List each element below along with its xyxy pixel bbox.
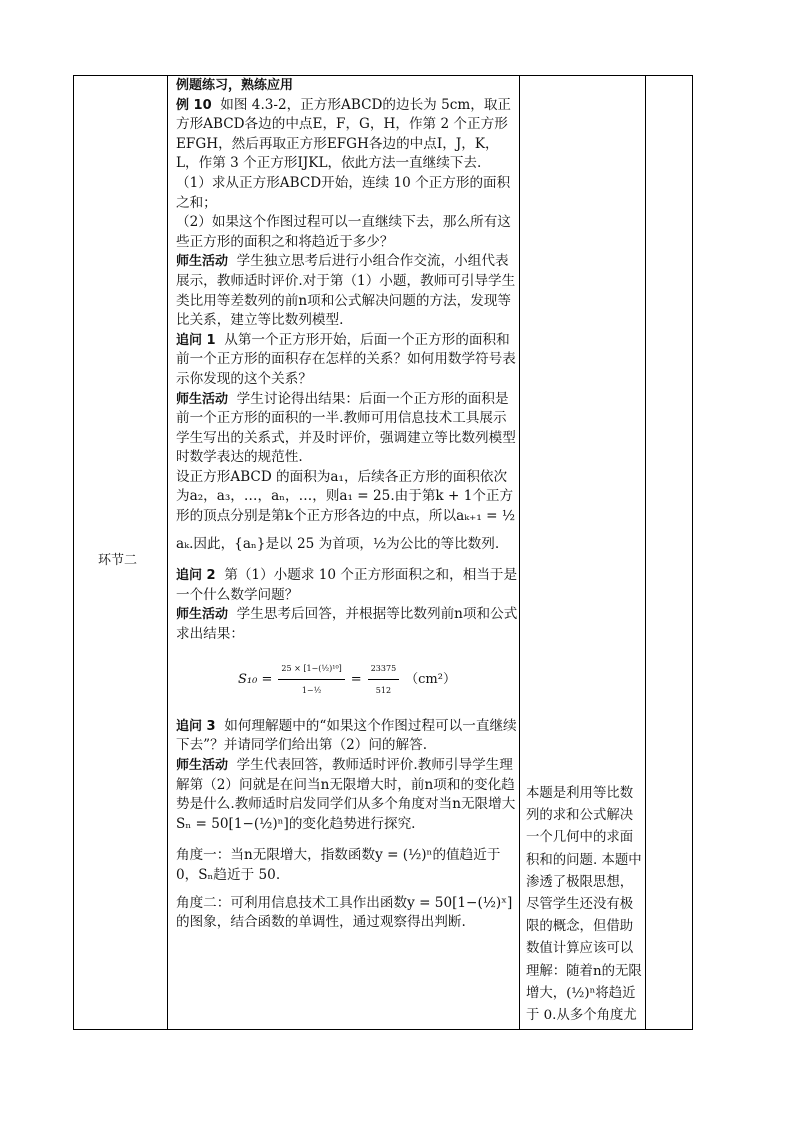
followup-text: 从第一个正方形开始，后面一个正方形的面积和前一个正方形的面积存在怎样的关系？如何用数学符号表示你发现的这个关系？ bbox=[176, 331, 516, 387]
column-divider bbox=[519, 76, 520, 1029]
column-divider bbox=[645, 76, 646, 1029]
example-paragraph bbox=[176, 96, 518, 174]
activity-paragraph bbox=[176, 756, 518, 834]
formula-lhs: S₁₀ = bbox=[238, 671, 273, 687]
followup-paragraph bbox=[176, 566, 518, 605]
activity-paragraph bbox=[176, 252, 518, 330]
followup-text: 第（1）小题求 10 个正方形面积之和，相当于是一个什么数学问题？ bbox=[176, 567, 518, 603]
activity-paragraph bbox=[176, 390, 518, 468]
followup-paragraph bbox=[176, 331, 518, 390]
formula-fraction bbox=[278, 659, 344, 701]
followup-label: 追问 3 bbox=[176, 718, 216, 734]
formula-equals: = bbox=[350, 671, 362, 687]
stage-label: 环节二 bbox=[98, 553, 138, 568]
activity-text: 学生思考后回答，并根据等比数列前n项和公式求出结果： bbox=[176, 606, 518, 643]
question-1: （1）求从正方形ABCD开始，连续 10 个正方形的面积之和； bbox=[176, 174, 511, 211]
example-text: 如图 4.3-2，正方形ABCD的边长为 5cm，取正方形ABCD各边的中点E，F，G，H，作第 2 个正方形EFGH，然后再取正方形EFGH各边的中点I，J，K，L，作第 3 个正方形IJKL，依此方法一直继续下去. bbox=[176, 96, 512, 172]
column-divider bbox=[167, 76, 168, 1029]
activity-label: 师生活动 bbox=[176, 758, 229, 773]
angle-one: 角度一：当n无限增大，指数函数y = (½)ⁿ的值趋近于 0，Sₙ趋近于 50. bbox=[176, 847, 501, 883]
activity-paragraph bbox=[176, 605, 518, 644]
side-note-text: 本题是利用等比数列的求和公式解决一个几何中的求面积和的问题. 本题中渗透了极限思想，尽管学生还没有极限的概念，但借助数值计算应该可以理解：随着n的无限增大，(½)ⁿ将趋近于 0.从多个角度尤 bbox=[526, 786, 642, 1024]
formula-numerator: 25 × [1−(½)¹⁰] bbox=[278, 659, 344, 681]
formula-unit: （cm²） bbox=[405, 671, 456, 687]
side-note bbox=[526, 783, 644, 1027]
formula-denominator: 1−½ bbox=[301, 686, 322, 696]
followup-label: 追问 2 bbox=[176, 568, 216, 584]
followup-label: 追问 1 bbox=[176, 332, 216, 348]
lesson-table bbox=[73, 75, 693, 1030]
result-numerator: 23375 bbox=[368, 659, 399, 681]
main-content bbox=[176, 76, 518, 933]
angle-two: 角度二：可利用信息技术工具作出函数y = 50[1−(½)ˣ]的图象，结合函数的单调性，通过观察得出判断. bbox=[176, 894, 513, 931]
activity-label: 师生活动 bbox=[176, 607, 229, 623]
example-label: 例 10 bbox=[176, 97, 212, 113]
activity-text: 学生独立思考后进行小组合作交流，小组代表展示，教师适时评价.对于第（1）小题，教师可引导学生类比用等差数列的前n项和公式解决问题的方法，发现等比关系，建立等比数列模型. bbox=[176, 253, 516, 329]
activity-text: 学生讨论得出结果：后面一个正方形的面积是前一个正方形的面积的一半.教师可用信息技术工具展示学生写出的关系式，并及时评价，强调建立等比数列模型时数学表达的规范性. bbox=[176, 390, 516, 466]
section-heading: 例题练习，熟练应用 bbox=[176, 78, 294, 93]
result-denominator: 512 bbox=[375, 686, 392, 696]
followup-text: 如何理解题中的“如果这个作图过程可以一直继续下去”？并请同学们给出第（2）问的解答. bbox=[176, 717, 517, 754]
question-2: （2）如果这个作图过程可以一直继续下去，那么所有这些正方形的面积之和将趋近于多少？ bbox=[176, 214, 511, 250]
activity-text: 学生代表回答，教师适时评价.教师引导学生理解第（2）问就是在问当n无限增大时，前n项和的变化趋势是什么.教师适时启发同学们从多个角度对当n无限增大Sₙ = 50[1−(½)ⁿ]的变化趋势进行探究. bbox=[176, 757, 516, 832]
formula-result bbox=[368, 659, 399, 701]
derivation-line: 设正方形ABCD 的面积为a₁，后续各正方形的面积依次为a₂，a₃，…，aₙ，…，则a₁ = 25.由于第k + 1个正方形的顶点分别是第k个正方形各边的中点，所以aₖ₊₁ = ½ bbox=[176, 468, 516, 525]
derivation-line: aₖ.因此，{aₙ}是以 25 为首项，½为公比的等比数列. bbox=[176, 535, 500, 552]
sum-formula bbox=[176, 659, 518, 701]
activity-label: 师生活动 bbox=[176, 391, 229, 407]
activity-label: 师生活动 bbox=[176, 254, 229, 270]
followup-paragraph bbox=[176, 717, 518, 756]
